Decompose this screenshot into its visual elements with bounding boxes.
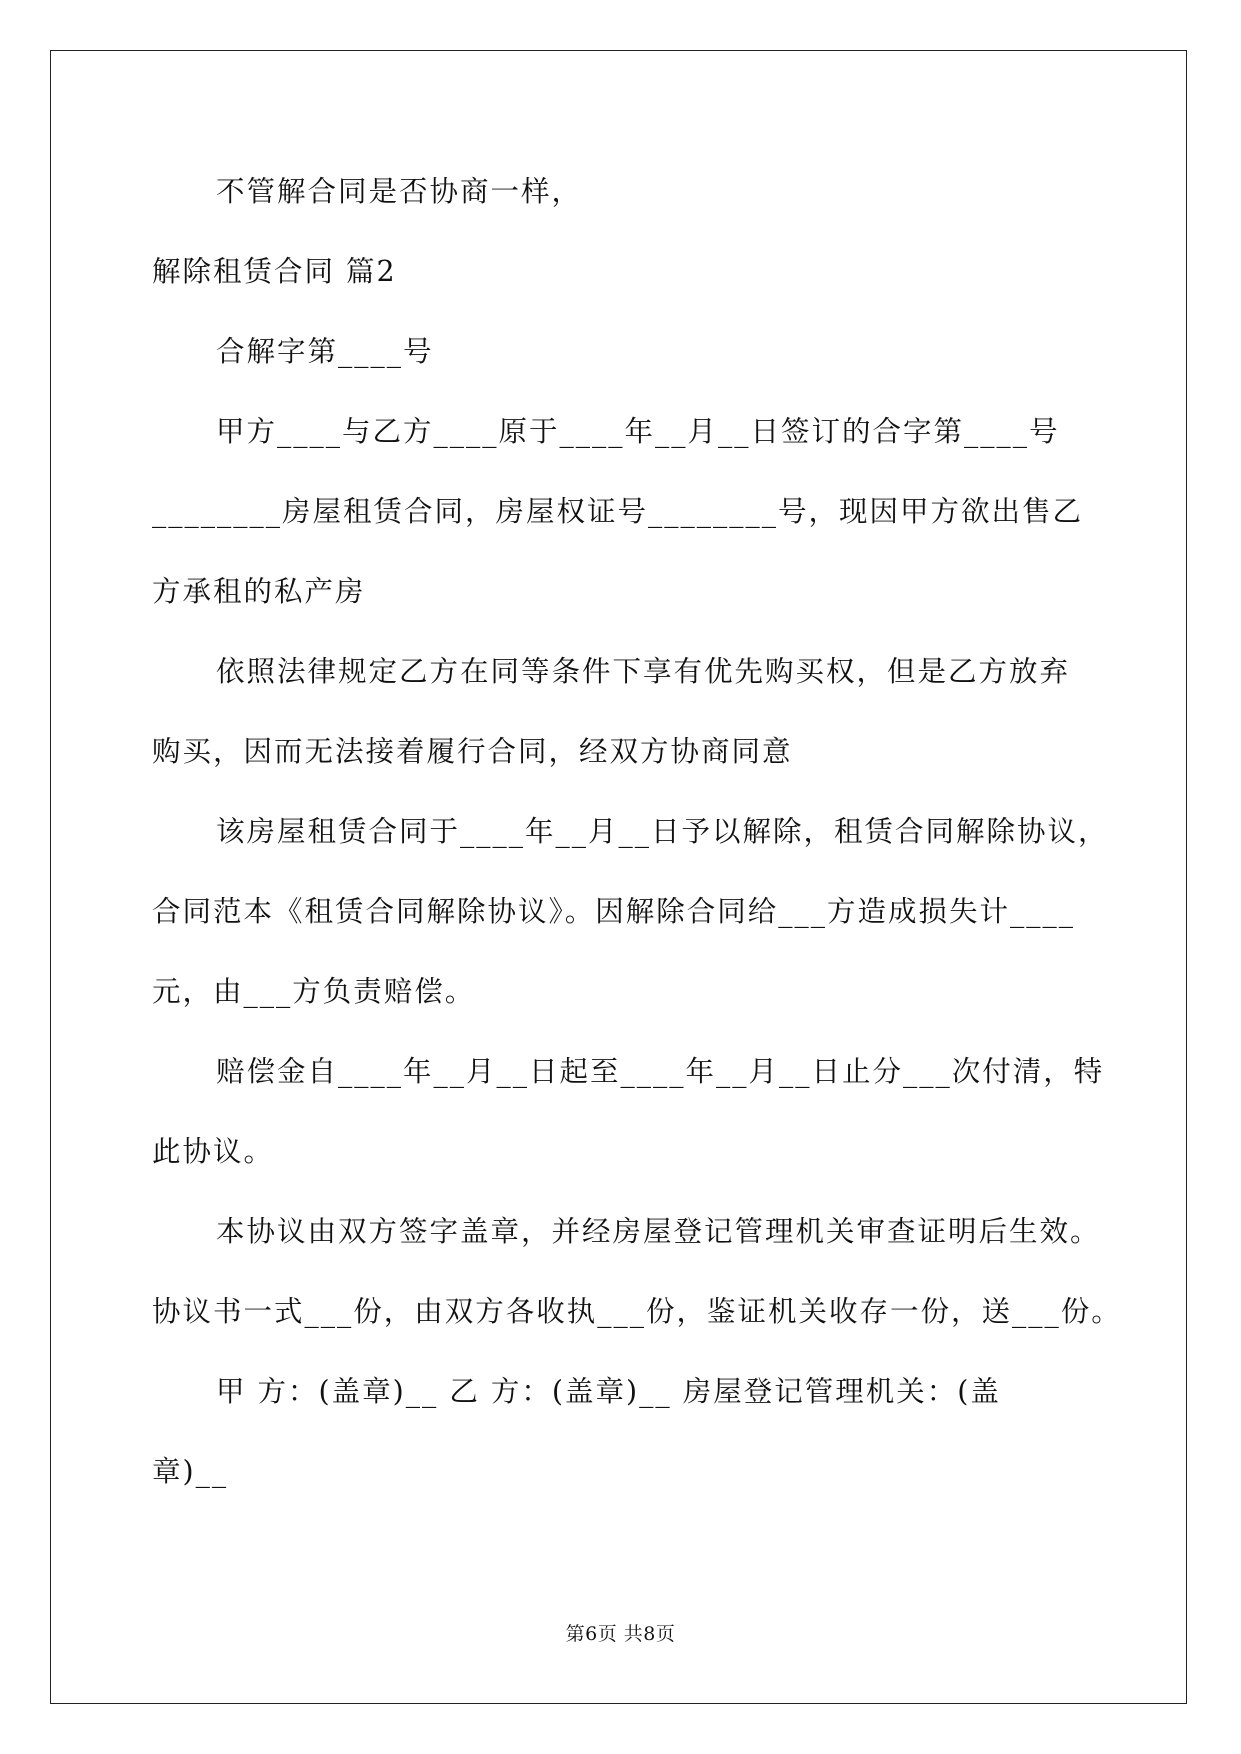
text-line: 本协议由双方签字盖章，并经房屋登记管理机关审查证明后生效。 [216,1215,1101,1248]
text-line: 不管解合同是否协商一样， [216,175,583,208]
text-line: 该房屋租赁合同于____年__月__日予以解除，租赁合同解除协议， [216,815,1109,848]
text-line: 此协议。 [152,1135,275,1168]
text-line: 元，由___方负责赔偿。 [152,975,476,1008]
text-line: 依照法律规定乙方在同等条件下享有优先购买权，但是乙方放弃 [216,655,1071,688]
contract-number-line: 合解字第____号 [216,335,434,368]
text-line: 甲方____与乙方____原于____年__月__日签订的合字第____号 [216,415,1060,448]
page-number: 第6页 共8页 [565,1623,676,1645]
text-line: 合同范本《租赁合同解除协议》。因解除合同给___方造成损失计____ [152,895,1076,928]
text-line: 方承租的私产房 [152,575,366,608]
text-line: 协议书一式___份，由双方各收执___份，鉴证机关收存一份，送___份。 [152,1295,1122,1328]
text-line: 赔偿金自____年__月__日起至____年__月__日止分___次付清，特 [216,1055,1105,1088]
text-line: ________房屋租赁合同，房屋权证号________号，现因甲方欲出售乙 [152,495,1084,528]
text-line: 购买，因而无法接着履行合同，经双方协商同意 [152,735,793,768]
signature-line: 甲 方：(盖章)__ 乙 方：(盖章)__ 房屋登记管理机关：(盖 [216,1375,1001,1408]
section-heading: 解除租赁合同 篇2 [152,255,397,288]
signature-line: 章)__ [152,1455,229,1488]
